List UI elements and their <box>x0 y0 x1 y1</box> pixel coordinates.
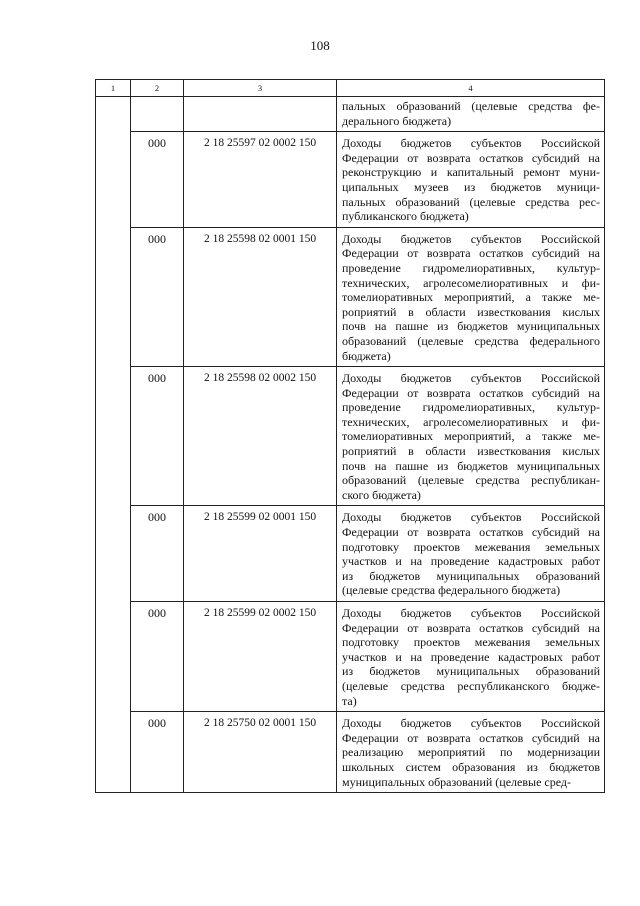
description-line: из бюджетов муниципальных образований <box>342 664 600 679</box>
revenue-description-cell <box>337 97 605 132</box>
page-number: 108 <box>310 38 330 53</box>
admin-code-cell: 000 <box>131 506 184 602</box>
table-row <box>96 227 605 366</box>
description-line: пальных образований (целевые средства фе- <box>342 99 600 113</box>
description-line: технических, агролесомелиоративных и фи- <box>342 414 600 429</box>
revenue-description-cell <box>337 227 605 366</box>
empty-column-1-cell <box>96 97 131 793</box>
description-line: Федерации от возврата остатков субсидий на <box>342 385 600 400</box>
description-line: из бюджетов муниципальных образований <box>342 568 600 583</box>
description-line: образований (целевые средства республикан- <box>342 473 600 488</box>
description-line: та) <box>342 693 357 708</box>
table-body <box>96 80 605 793</box>
description-line: роприятий в области известкования кислых <box>342 444 600 459</box>
description-line: Федерации от возврата остатков субсидий на <box>342 730 600 745</box>
column-number-4: 4 <box>337 80 605 97</box>
description-line: томелиоративных мероприятий, а также ме- <box>342 429 600 444</box>
column-number-1: 1 <box>96 80 131 97</box>
table-header-row <box>96 80 605 97</box>
revenue-description-cell <box>337 602 605 712</box>
admin-code-cell: 000 <box>131 367 184 506</box>
description-line: участков и на проведение кадастровых работ <box>342 649 600 664</box>
admin-code-cell: 000 <box>131 712 184 793</box>
description-line: Доходы бюджетов субъектов Российской <box>342 510 600 525</box>
revenue-classification-table <box>95 79 605 793</box>
admin-code-cell: 000 <box>131 602 184 712</box>
column-number-2: 2 <box>131 80 184 97</box>
description-line: бюджета) <box>342 348 391 363</box>
revenue-code-cell: 2 18 25598 02 0001 150 <box>184 227 337 366</box>
description-line: (целевые средства республиканского бюдже- <box>342 678 600 693</box>
revenue-description-cell <box>337 132 605 228</box>
revenue-code-cell: 2 18 25597 02 0002 150 <box>184 132 337 228</box>
description-line: проведение гидромелиоративных, культур- <box>342 400 600 415</box>
description-line: публиканского бюджета) <box>342 209 469 224</box>
description-line: томелиоративных мероприятий, а также ме- <box>342 290 600 305</box>
description-line: школьных систем образования из бюджетов <box>342 759 600 774</box>
description-line: подготовку проектов межевания земельных <box>342 635 600 650</box>
table-row <box>96 602 605 712</box>
description-line: проведение гидромелиоративных, культур- <box>342 260 600 275</box>
revenue-code-cell <box>184 97 337 132</box>
description-line: дерального бюджета) <box>342 113 452 128</box>
admin-code-cell: 000 <box>131 227 184 366</box>
description-line: ципальных музеев из бюджетов муници- <box>342 179 600 194</box>
admin-code-cell <box>131 97 184 132</box>
description-line: почв на пашне из бюджетов муниципальных <box>342 319 600 334</box>
description-line: ского бюджета) <box>342 487 421 502</box>
description-line: муниципальных образований (целевые сред- <box>342 774 571 789</box>
description-line: реализацию мероприятий по модернизации <box>342 745 600 760</box>
table-row <box>96 712 605 793</box>
description-line: Доходы бюджетов субъектов Российской <box>342 716 600 731</box>
description-line: (целевые средства федерального бюджета) <box>342 583 561 598</box>
description-line: Федерации от возврата остатков субсидий на <box>342 246 600 261</box>
revenue-description-cell <box>337 367 605 506</box>
description-line: образований (целевые средства федерального <box>342 333 600 348</box>
description-line: Доходы бюджетов субъектов Российской <box>342 231 600 246</box>
description-line: технических, агролесомелиоративных и фи- <box>342 275 600 290</box>
admin-code-cell: 000 <box>131 132 184 228</box>
column-number-3: 3 <box>184 80 337 97</box>
table-row <box>96 506 605 602</box>
description-line: реконструкцию и капитальный ремонт муни- <box>342 165 600 180</box>
table-row <box>96 132 605 228</box>
description-line: Доходы бюджетов субъектов Российской <box>342 136 600 151</box>
description-line: подготовку проектов межевания земельных <box>342 539 600 554</box>
table-row <box>96 97 605 132</box>
description-line: Федерации от возврата остатков субсидий на <box>342 620 600 635</box>
revenue-description-cell <box>337 712 605 793</box>
description-line: участков и на проведение кадастровых работ <box>342 554 600 569</box>
table-row <box>96 367 605 506</box>
revenue-description-cell <box>337 506 605 602</box>
description-line: Доходы бюджетов субъектов Российской <box>342 606 600 620</box>
description-line: Доходы бюджетов субъектов Российской <box>342 371 600 386</box>
revenue-code-cell: 2 18 25750 02 0001 150 <box>184 712 337 793</box>
description-line: Федерации от возврата остатков субсидий на <box>342 525 600 540</box>
description-line: почв на пашне из бюджетов муниципальных <box>342 458 600 473</box>
description-line: Федерации от возврата остатков субсидий на <box>342 150 600 165</box>
description-line: пальных образований (целевые средства рес- <box>342 194 600 209</box>
revenue-code-cell: 2 18 25598 02 0002 150 <box>184 367 337 506</box>
revenue-code-cell: 2 18 25599 02 0001 150 <box>184 506 337 602</box>
description-line: роприятий в области известкования кислых <box>342 304 600 319</box>
revenue-code-cell: 2 18 25599 02 0002 150 <box>184 602 337 712</box>
